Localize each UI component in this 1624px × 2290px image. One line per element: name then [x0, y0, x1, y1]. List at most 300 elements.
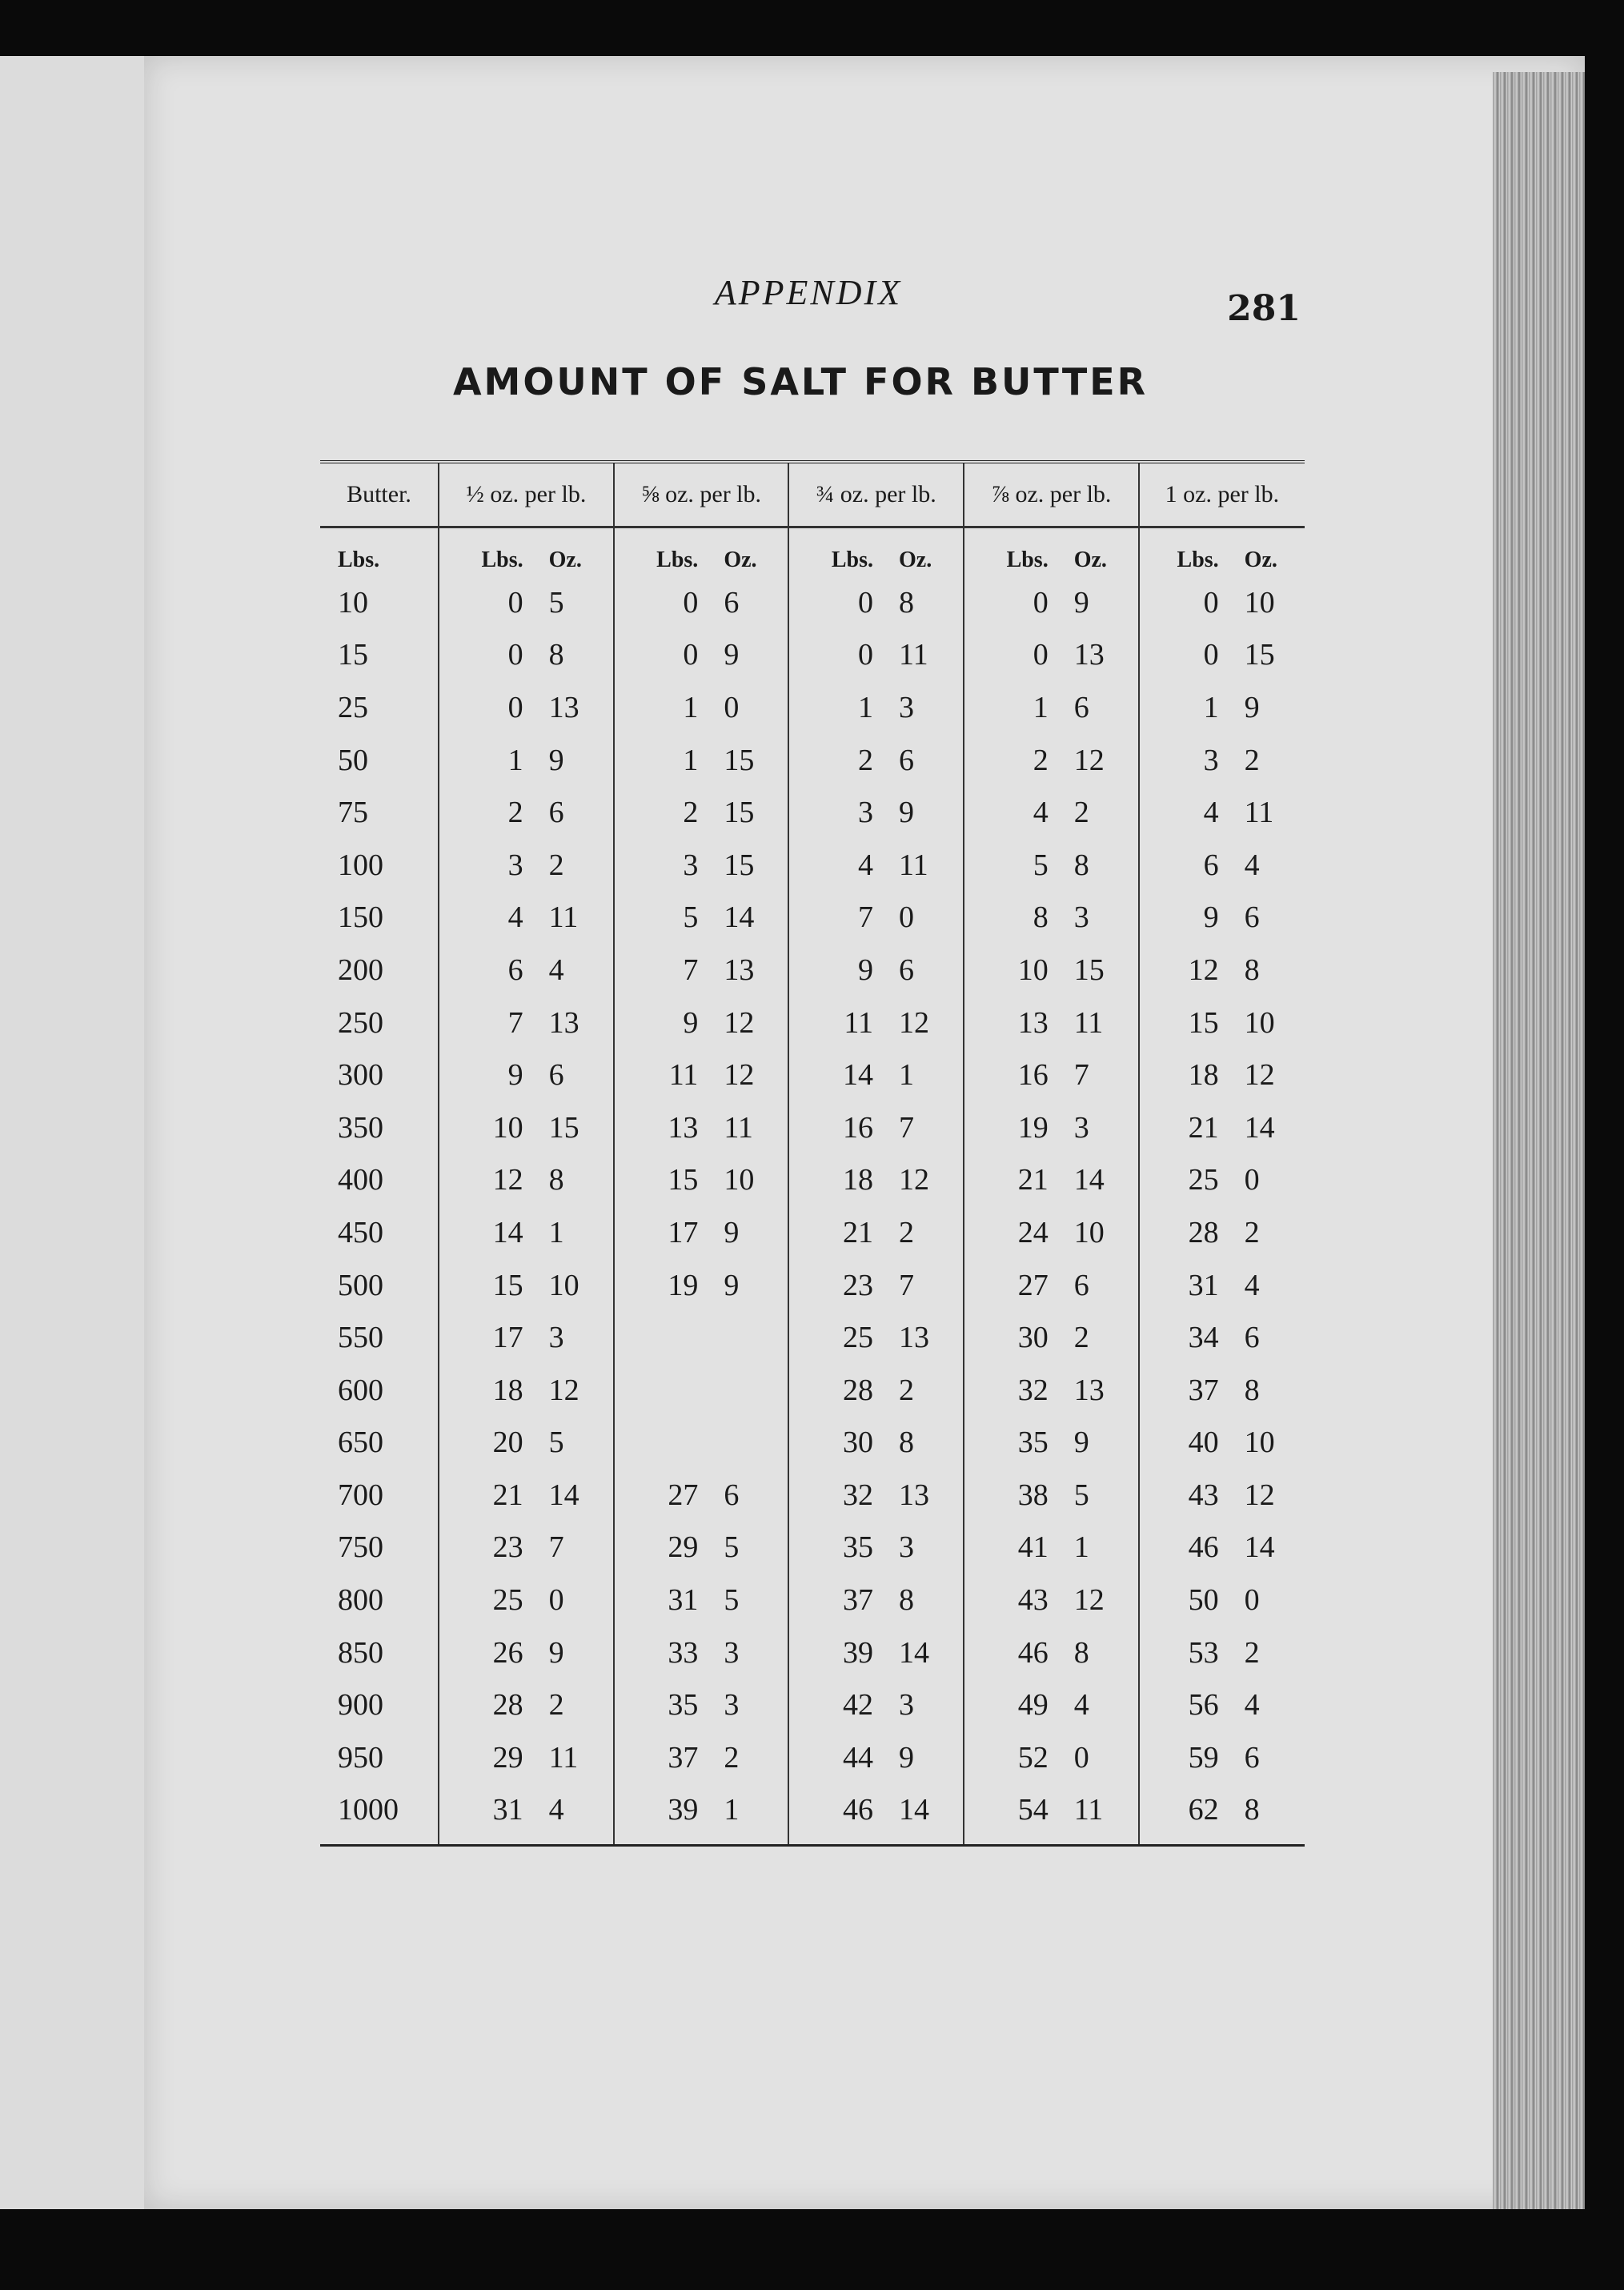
salt-lbs: 46: [964, 1626, 1065, 1679]
butter-weight: 50: [338, 743, 368, 777]
salt-lbs: 7: [439, 997, 539, 1049]
header-row: [320, 462, 1305, 527]
table-row: [320, 997, 1305, 1049]
salt-lbs: 0: [964, 576, 1065, 629]
salt-lbs: 4: [788, 839, 889, 892]
salt-lbs: 26: [439, 1626, 539, 1679]
salt-oz: 4: [1244, 1688, 1260, 1723]
salt-oz: 8: [899, 1426, 915, 1460]
salt-oz: 0: [1244, 1163, 1260, 1197]
salt-oz: 13: [724, 952, 755, 987]
table-title: AMOUNT OF SALT FOR BUTTER: [452, 360, 1149, 403]
table-row: [320, 1364, 1305, 1417]
butter-weight: 650: [338, 1426, 383, 1460]
salt-oz: 2: [899, 1373, 915, 1407]
salt-oz: 9: [1073, 1426, 1089, 1460]
salt-oz: 8: [1073, 1635, 1089, 1670]
salt-lbs: 18: [1139, 1049, 1235, 1101]
salt-oz: 3: [899, 690, 915, 724]
salt-lbs: 19: [614, 1259, 715, 1312]
salt-lbs: 1: [788, 681, 889, 734]
salt-lbs: 43: [964, 1574, 1065, 1626]
salt-oz: 6: [899, 743, 915, 777]
salt-lbs: 17: [614, 1206, 715, 1259]
salt-lbs: 52: [964, 1731, 1065, 1784]
salt-lbs: 4: [1139, 786, 1235, 839]
salt-oz: 12: [899, 1005, 930, 1040]
salt-oz: 6: [1244, 1740, 1260, 1775]
salt-oz: 1: [714, 1784, 788, 1846]
salt-lbs: 13: [614, 1101, 715, 1154]
salt-lbs: 46: [788, 1784, 889, 1846]
table-row: [320, 786, 1305, 839]
rate-header-4: ⅞ oz. per lb.: [964, 462, 1139, 527]
salt-oz: 8: [1244, 1373, 1260, 1407]
butter-column-header: Butter.: [320, 462, 439, 527]
table-row: [320, 734, 1305, 787]
salt-lbs: 1: [439, 734, 539, 787]
salt-oz: 2: [724, 1740, 740, 1775]
salt-oz: 6: [1244, 900, 1260, 935]
salt-lbs: 0: [1139, 629, 1235, 682]
rate-header-3: ¾ oz. per lb.: [788, 462, 964, 527]
salt-oz: [714, 1311, 788, 1364]
salt-lbs: 11: [788, 997, 889, 1049]
salt-oz: 15: [1244, 638, 1275, 672]
butter-weight: 800: [338, 1583, 383, 1618]
salt-oz: 1: [899, 1058, 915, 1093]
salt-oz: 3: [724, 1688, 740, 1723]
salt-lbs: 10: [964, 944, 1065, 997]
salt-oz: 2: [1073, 1321, 1089, 1355]
unit-label: Lbs.: [1139, 527, 1235, 577]
butter-weight: 150: [338, 900, 383, 935]
salt-lbs: 9: [614, 997, 715, 1049]
salt-lbs: 14: [788, 1049, 889, 1101]
salt-oz: 11: [1065, 1784, 1139, 1846]
salt-oz: 4: [539, 1784, 614, 1846]
butter-weight: 25: [338, 690, 368, 724]
butter-weight: 100: [338, 848, 383, 882]
salt-oz: 8: [899, 1583, 915, 1618]
salt-lbs: 39: [788, 1626, 889, 1679]
salt-lbs: 12: [1139, 944, 1235, 997]
salt-lbs: 7: [614, 944, 715, 997]
salt-oz: 13: [1073, 1373, 1105, 1407]
salt-lbs: 14: [439, 1206, 539, 1259]
table-row: [320, 1049, 1305, 1101]
page-number: 281: [1227, 288, 1301, 329]
salt-lbs: 34: [1139, 1311, 1235, 1364]
salt-lbs: 35: [788, 1522, 889, 1574]
salt-lbs: 1: [614, 734, 715, 787]
salt-lbs: 42: [788, 1678, 889, 1731]
salt-lbs: 31: [614, 1574, 715, 1626]
salt-lbs: 7: [788, 892, 889, 944]
salt-oz: 15: [724, 743, 755, 777]
butter-weight: 15: [338, 638, 368, 672]
salt-oz: 6: [1073, 690, 1089, 724]
table-row: [320, 1731, 1305, 1784]
salt-lbs: 9: [1139, 892, 1235, 944]
salt-lbs: 37: [614, 1731, 715, 1784]
unit-label: Oz.: [548, 547, 582, 572]
salt-lbs: 40: [1139, 1417, 1235, 1470]
unit-label: Lbs.: [614, 527, 715, 577]
table-row: [320, 681, 1305, 734]
salt-lbs: 17: [439, 1311, 539, 1364]
salt-oz: 4: [1244, 1268, 1260, 1302]
salt-lbs: 56: [1139, 1678, 1235, 1731]
salt-oz: 8: [1073, 848, 1089, 882]
salt-oz: 13: [899, 1478, 930, 1512]
salt-lbs: 5: [614, 892, 715, 944]
salt-oz: 13: [899, 1321, 930, 1355]
salt-oz: 14: [889, 1784, 964, 1846]
salt-oz: 11: [899, 638, 928, 672]
butter-weight: 250: [338, 1005, 383, 1040]
butter-weight: 75: [338, 796, 368, 830]
salt-oz: 12: [1073, 1583, 1105, 1618]
salt-oz: 13: [548, 690, 579, 724]
salt-lbs: 37: [1139, 1364, 1235, 1417]
table-row: [320, 1259, 1305, 1312]
table-row: [320, 1206, 1305, 1259]
butter-weight: 1000: [320, 1784, 439, 1846]
unit-label: Lbs.: [788, 527, 889, 577]
salt-lbs: 3: [788, 786, 889, 839]
salt-lbs: 23: [788, 1259, 889, 1312]
salt-lbs: 35: [614, 1678, 715, 1731]
salt-oz: 4: [548, 952, 564, 987]
salt-lbs: 18: [788, 1154, 889, 1207]
salt-oz: [714, 1364, 788, 1417]
salt-oz: 10: [1244, 1005, 1275, 1040]
salt-oz: 9: [899, 1740, 915, 1775]
salt-oz: 14: [548, 1478, 579, 1512]
salt-oz: 0: [548, 1583, 564, 1618]
salt-oz: 10: [1244, 585, 1275, 620]
butter-weight: 900: [338, 1688, 383, 1723]
salt-lbs: 29: [439, 1731, 539, 1784]
salt-oz: 2: [1244, 1215, 1260, 1249]
rate-header-1: ½ oz. per lb.: [439, 462, 614, 527]
salt-lbs: 31: [1139, 1259, 1235, 1312]
salt-oz: 0: [724, 690, 740, 724]
salt-table: [320, 460, 1305, 1847]
salt-lbs: 27: [964, 1259, 1065, 1312]
salt-oz: 3: [548, 1321, 564, 1355]
salt-oz: 12: [1244, 1058, 1275, 1093]
salt-lbs: 6: [1139, 839, 1235, 892]
salt-oz: 0: [1244, 1583, 1260, 1618]
salt-oz: 8: [548, 1163, 564, 1197]
salt-oz: 14: [1244, 1530, 1275, 1565]
salt-lbs: 35: [964, 1417, 1065, 1470]
salt-lbs: 9: [788, 944, 889, 997]
salt-lbs: 0: [614, 576, 715, 629]
salt-lbs: 28: [439, 1678, 539, 1731]
salt-oz: 11: [548, 1740, 579, 1775]
salt-lbs: 10: [439, 1101, 539, 1154]
rate-header-2: ⅝ oz. per lb.: [614, 462, 789, 527]
salt-lbs: 5: [964, 839, 1065, 892]
salt-lbs: 39: [614, 1784, 715, 1846]
salt-oz: 5: [724, 1583, 740, 1618]
salt-oz: 7: [548, 1530, 564, 1565]
table-row: [320, 1784, 1305, 1846]
unit-label: Oz.: [724, 547, 757, 572]
unit-row: [320, 527, 1305, 577]
salt-lbs: 13: [964, 997, 1065, 1049]
salt-oz: 9: [548, 743, 564, 777]
salt-lbs: 15: [439, 1259, 539, 1312]
salt-lbs: 18: [439, 1364, 539, 1417]
salt-lbs: 0: [1139, 576, 1235, 629]
salt-oz: 10: [548, 1268, 579, 1302]
salt-lbs: 8: [964, 892, 1065, 944]
table-row: [320, 944, 1305, 997]
salt-oz: 12: [899, 1163, 930, 1197]
salt-lbs: 46: [1139, 1522, 1235, 1574]
salt-lbs: 1: [614, 681, 715, 734]
table-row: [320, 839, 1305, 892]
salt-lbs: 15: [614, 1154, 715, 1207]
unit-label: Oz.: [899, 547, 932, 572]
unit-label: Oz.: [1073, 547, 1107, 572]
butter-weight: 950: [338, 1740, 383, 1775]
salt-lbs: [614, 1311, 715, 1364]
salt-lbs: 21: [964, 1154, 1065, 1207]
page-block-edge: [1493, 72, 1585, 2209]
salt-lbs: 9: [439, 1049, 539, 1101]
table-row: [320, 1522, 1305, 1574]
unit-label: Lbs.: [964, 527, 1065, 577]
table-row: [320, 629, 1305, 682]
salt-oz: 11: [548, 900, 579, 935]
table-row: [320, 1574, 1305, 1626]
salt-lbs: 2: [788, 734, 889, 787]
salt-oz: 6: [724, 1478, 740, 1512]
salt-oz: 11: [1244, 796, 1274, 830]
salt-oz: 6: [899, 952, 915, 987]
salt-oz: 1: [548, 1215, 564, 1249]
salt-lbs: 28: [1139, 1206, 1235, 1259]
salt-lbs: 53: [1139, 1626, 1235, 1679]
butter-weight: 200: [338, 952, 383, 987]
salt-oz: 5: [548, 585, 564, 620]
salt-oz: 10: [1244, 1426, 1275, 1460]
salt-oz: 11: [899, 848, 928, 882]
salt-oz: 7: [899, 1110, 915, 1145]
salt-oz: 12: [724, 1005, 755, 1040]
salt-oz: 2: [548, 1688, 564, 1723]
table-row: [320, 576, 1305, 629]
salt-lbs: 16: [964, 1049, 1065, 1101]
salt-lbs: 49: [964, 1678, 1065, 1731]
salt-lbs: 44: [788, 1731, 889, 1784]
butter-weight: 700: [338, 1478, 383, 1512]
facing-page-edge: [0, 56, 144, 2209]
salt-oz: 10: [1073, 1215, 1105, 1249]
salt-lbs: 30: [964, 1311, 1065, 1364]
table-row: [320, 1469, 1305, 1522]
salt-lbs: 15: [1139, 997, 1235, 1049]
salt-oz: 8: [899, 585, 915, 620]
salt-lbs: 31: [439, 1784, 539, 1846]
salt-oz: 3: [1073, 1110, 1089, 1145]
salt-lbs: 28: [788, 1364, 889, 1417]
unit-label: Lbs.: [439, 527, 539, 577]
unit-label: Oz.: [1244, 547, 1277, 572]
salt-lbs: 50: [1139, 1574, 1235, 1626]
salt-oz: 7: [899, 1268, 915, 1302]
salt-oz: 8: [1235, 1784, 1305, 1846]
salt-oz: 3: [899, 1688, 915, 1723]
salt-oz: 12: [724, 1058, 755, 1093]
salt-lbs: 4: [439, 892, 539, 944]
salt-oz: 2: [1244, 743, 1260, 777]
salt-oz: 2: [1244, 1635, 1260, 1670]
salt-oz: 5: [548, 1426, 564, 1460]
salt-lbs: 25: [439, 1574, 539, 1626]
salt-oz: 3: [1073, 900, 1089, 935]
butter-weight: 850: [338, 1635, 383, 1670]
salt-lbs: 0: [439, 576, 539, 629]
salt-lbs: 1: [964, 681, 1065, 734]
salt-lbs: 62: [1139, 1784, 1235, 1846]
salt-oz: 5: [724, 1530, 740, 1565]
salt-lbs: 59: [1139, 1731, 1235, 1784]
salt-lbs: 29: [614, 1522, 715, 1574]
butter-weight: 750: [338, 1530, 383, 1565]
salt-oz: 9: [724, 1268, 740, 1302]
table-row: [320, 1101, 1305, 1154]
salt-oz: 12: [1244, 1478, 1275, 1512]
salt-oz: 9: [1073, 585, 1089, 620]
butter-weight: 600: [338, 1373, 383, 1407]
salt-oz: 9: [1244, 690, 1260, 724]
table-row: [320, 1311, 1305, 1364]
salt-lbs: 32: [964, 1364, 1065, 1417]
salt-oz: 11: [1073, 1005, 1104, 1040]
salt-lbs: [614, 1364, 715, 1417]
salt-oz: 6: [1073, 1268, 1089, 1302]
salt-lbs: 3: [439, 839, 539, 892]
salt-oz: 15: [1073, 952, 1105, 987]
salt-lbs: 25: [788, 1311, 889, 1364]
salt-oz: 9: [548, 1635, 564, 1670]
salt-oz: 13: [1073, 638, 1105, 672]
butter-weight: 550: [338, 1321, 383, 1355]
salt-lbs: 0: [439, 681, 539, 734]
unit-label: Lbs.: [338, 547, 380, 572]
salt-oz: 8: [548, 638, 564, 672]
salt-lbs: 30: [788, 1417, 889, 1470]
salt-oz: 11: [724, 1110, 753, 1145]
table-row: [320, 1626, 1305, 1679]
salt-lbs: [614, 1417, 715, 1470]
salt-lbs: 27: [614, 1469, 715, 1522]
salt-lbs: 0: [788, 576, 889, 629]
salt-lbs: 21: [439, 1469, 539, 1522]
salt-oz: 10: [724, 1163, 755, 1197]
table-row: [320, 1678, 1305, 1731]
salt-oz: 1: [1073, 1530, 1089, 1565]
salt-oz: 9: [899, 796, 915, 830]
salt-oz: 15: [548, 1110, 579, 1145]
salt-lbs: 0: [439, 629, 539, 682]
salt-lbs: 3: [614, 839, 715, 892]
salt-lbs: 4: [964, 786, 1065, 839]
butter-weight: 300: [338, 1058, 383, 1093]
salt-lbs: 25: [1139, 1154, 1235, 1207]
salt-lbs: 37: [788, 1574, 889, 1626]
butter-weight: 350: [338, 1110, 383, 1145]
table-row: [320, 892, 1305, 944]
salt-oz: 7: [1073, 1058, 1089, 1093]
salt-lbs: 2: [614, 786, 715, 839]
salt-lbs: 24: [964, 1206, 1065, 1259]
salt-oz: 14: [724, 900, 755, 935]
butter-weight: 10: [338, 585, 368, 620]
salt-lbs: 12: [439, 1154, 539, 1207]
running-head: APPENDIX: [714, 273, 903, 312]
salt-oz: 14: [1244, 1110, 1275, 1145]
salt-oz: 5: [1073, 1478, 1089, 1512]
table-row: [320, 1154, 1305, 1207]
salt-oz: 4: [1073, 1688, 1089, 1723]
salt-lbs: 2: [439, 786, 539, 839]
salt-lbs: 16: [788, 1101, 889, 1154]
salt-oz: 8: [1244, 952, 1260, 987]
salt-oz: 15: [724, 796, 755, 830]
butter-weight: 500: [338, 1268, 383, 1302]
salt-lbs: 2: [964, 734, 1065, 787]
salt-oz: [714, 1417, 788, 1470]
salt-lbs: 32: [788, 1469, 889, 1522]
salt-lbs: 21: [788, 1206, 889, 1259]
salt-lbs: 20: [439, 1417, 539, 1470]
butter-weight: 450: [338, 1215, 383, 1249]
salt-lbs: 3: [1139, 734, 1235, 787]
salt-lbs: 43: [1139, 1469, 1235, 1522]
salt-oz: 13: [548, 1005, 579, 1040]
salt-lbs: 1: [1139, 681, 1235, 734]
salt-oz: 12: [548, 1373, 579, 1407]
salt-lbs: 11: [614, 1049, 715, 1101]
salt-oz: 6: [548, 796, 564, 830]
salt-oz: 2: [1073, 796, 1089, 830]
salt-oz: 12: [1073, 743, 1105, 777]
salt-oz: 2: [899, 1215, 915, 1249]
salt-lbs: 21: [1139, 1101, 1235, 1154]
salt-oz: 6: [1244, 1321, 1260, 1355]
salt-oz: 0: [1073, 1740, 1089, 1775]
salt-oz: 4: [1244, 848, 1260, 882]
salt-lbs: 0: [614, 629, 715, 682]
salt-oz: 6: [548, 1058, 564, 1093]
salt-oz: 6: [724, 585, 740, 620]
salt-lbs: 0: [964, 629, 1065, 682]
salt-lbs: 19: [964, 1101, 1065, 1154]
salt-lbs: 33: [614, 1626, 715, 1679]
salt-oz: 3: [899, 1530, 915, 1565]
salt-oz: 14: [899, 1635, 930, 1670]
salt-oz: 0: [899, 900, 915, 935]
salt-lbs: 54: [964, 1784, 1065, 1846]
rate-header-5: 1 oz. per lb.: [1139, 462, 1305, 527]
